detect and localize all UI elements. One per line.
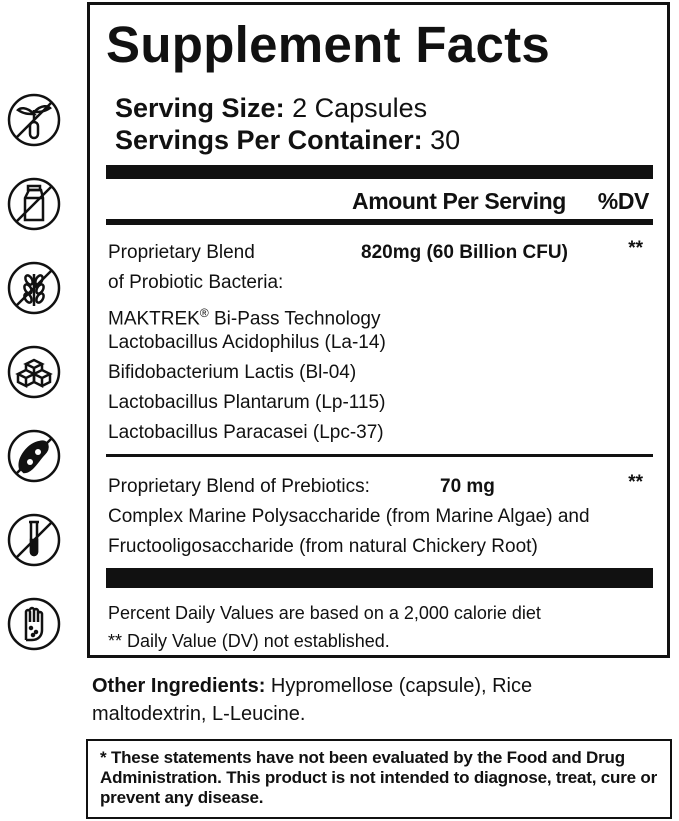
- fda-disclaimer-box: [86, 739, 672, 819]
- supplement-facts-panel: [87, 2, 670, 658]
- blend2-amount: 70 mg: [440, 476, 495, 497]
- registered-mark: ®: [199, 306, 209, 320]
- fda-disclaimer-text: * These statements have not been evaluated by the Food and Drug Administration. This product is not intended to diagnose, treat, cure or prevent any disease.: [100, 748, 658, 807]
- other-ingredients: [92, 672, 652, 728]
- serving-size-value: 2 Capsules: [292, 93, 428, 123]
- strain-item: Lactobacillus Plantarum (Lp-115): [108, 392, 386, 413]
- header-dv: %DV: [597, 188, 649, 214]
- strain-item: Bifidobacterium Lactis (Bl-04): [108, 362, 357, 383]
- technology-suffix: Bi-Pass Technology: [208, 308, 381, 330]
- header-amount: Amount Per Serving: [352, 188, 566, 214]
- no-gmo-icon: [6, 92, 62, 148]
- blend2-line3: Fructooligosaccharide (from natural Chickery Root): [108, 536, 538, 557]
- other-ingredients-text: Hypromellose (capsule), Rice maltodextrin, L-Leucine.: [92, 675, 533, 725]
- servings-per-container-label: Servings Per Container:: [115, 125, 423, 155]
- blend2-name: Proprietary Blend of Prebiotics:: [108, 476, 370, 497]
- blend1-name-line2: of Probiotic Bacteria:: [108, 272, 284, 293]
- technology-name: MAKTREK: [108, 308, 200, 330]
- medium-divider: [106, 219, 653, 225]
- servings-per-container: [115, 125, 460, 155]
- serving-size-label: Serving Size:: [115, 93, 285, 123]
- blend1-amount: 820mg (60 Billion CFU): [361, 242, 568, 263]
- footnote-dv-not-established: ** Daily Value (DV) not established.: [108, 631, 390, 651]
- blend1-name-line1: Proprietary Blend: [108, 242, 255, 263]
- no-allergen-hand-icon: [6, 596, 62, 652]
- blend1-technology: [108, 301, 381, 331]
- no-soy-icon: [6, 428, 62, 484]
- no-gluten-icon: [6, 260, 62, 316]
- thick-divider: [106, 165, 653, 179]
- thick-divider-bottom: [106, 568, 653, 588]
- strain-item: Lactobacillus Paracasei (Lpc-37): [108, 422, 384, 443]
- servings-per-container-value: 30: [430, 125, 461, 155]
- footnote-daily-values: Percent Daily Values are based on a 2,000 calorie diet: [108, 603, 541, 623]
- no-test-tube-icon: [6, 512, 62, 568]
- no-dairy-icon: [6, 176, 62, 232]
- no-sugar-icon: [6, 344, 62, 400]
- strain-item: Lactobacillus Acidophilus (La-14): [108, 332, 386, 353]
- blend2-line2: Complex Marine Polysaccharide (from Marine Algae) and: [108, 506, 590, 527]
- serving-size: [115, 93, 427, 123]
- panel-title: Supplement Facts: [106, 16, 551, 73]
- blend1-dv: **: [628, 238, 643, 259]
- other-ingredients-label: Other Ingredients:: [92, 675, 266, 697]
- thin-divider: [106, 454, 653, 457]
- blend2-dv: **: [628, 472, 643, 493]
